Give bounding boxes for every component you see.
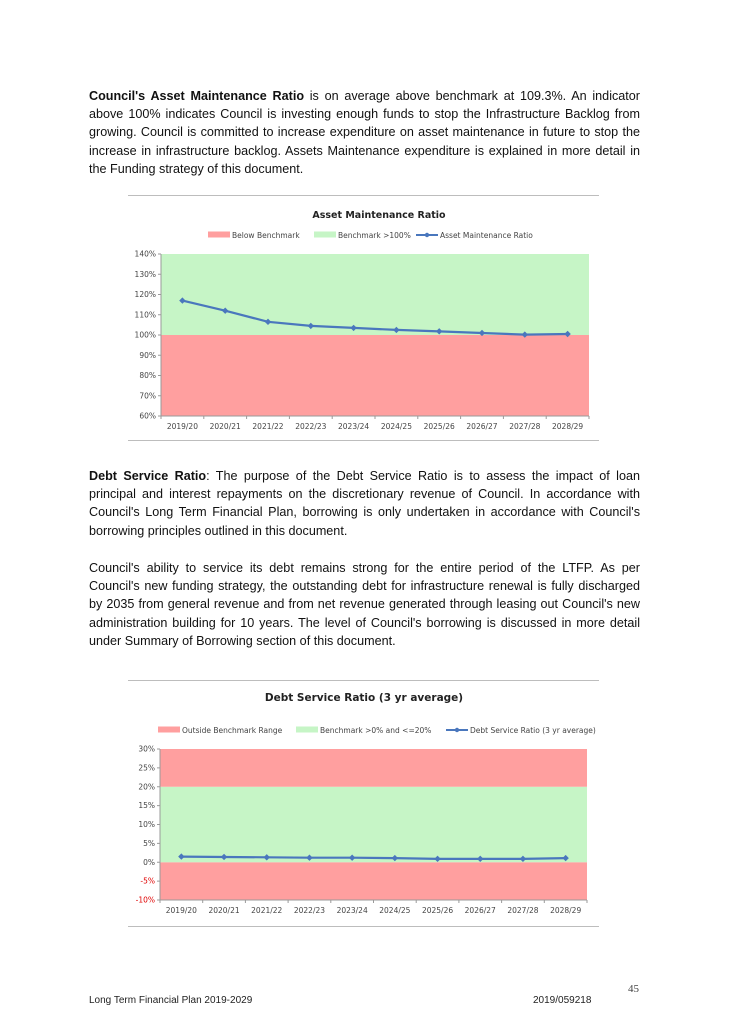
chart-title: Asset Maintenance Ratio (312, 210, 446, 221)
legend-swatch-below (158, 727, 180, 733)
x-tick-label: 2027/28 (509, 422, 541, 431)
y-tick-label: 70% (139, 391, 156, 401)
legend-label: Asset Maintenance Ratio (440, 231, 533, 240)
y-tick-label: 140% (134, 249, 156, 259)
asset-maintenance-paragraph (89, 87, 640, 178)
x-tick-label: 2022/23 (293, 906, 326, 915)
legend-swatch-marker (455, 728, 459, 732)
y-tick-label: 130% (134, 269, 156, 279)
benchmark-band (161, 335, 589, 416)
legend-label: Debt Service Ratio (3 yr average) (470, 726, 596, 735)
legend-label: Below Benchmark (232, 231, 300, 240)
paragraph-body: Council's ability to service its debt remains strong for the entire period of the LTFP. As per Council's new funding strategy, the outstanding debt for infrastructure renewal is fully discharged by 2035 from general revenue and from net revenue generated through leasing out Council's new administration building for 10 years. The level of Council's borrowing is discussed in more detail under Summary of Borrowing section of this document. (89, 561, 640, 648)
footer-document-reference: 2019/059218 (533, 995, 592, 1006)
x-tick-label: 2022/23 (295, 422, 327, 431)
x-tick-label: 2024/25 (380, 422, 412, 431)
legend-swatch-below (208, 232, 230, 238)
paragraph-body: is on average above benchmark at 109.3%. An indicator above 100% indicates Council is investing enough funds to stop the Infrastructure Backlog from growing. Council is committed to increase expenditure on asset maintenance in future to stop the increase in infrastructure backlog. Assets Maintenance expenditure is explained in more detail in the Funding strategy of this document. (89, 89, 640, 176)
y-tick-label: 25% (138, 763, 155, 773)
asset-maintenance-chart-svg (128, 196, 599, 439)
legend-label: Outside Benchmark Range (182, 726, 283, 735)
x-tick-label: 2027/28 (507, 906, 539, 915)
legend-swatch-marker (425, 233, 429, 237)
y-tick-label: 60% (139, 411, 156, 421)
debt-service-chart (128, 681, 599, 925)
x-tick-label: 2025/26 (423, 422, 455, 431)
x-tick-label: 2024/25 (379, 906, 411, 915)
y-tick-label: 100% (134, 330, 156, 340)
x-tick-label: 2025/26 (421, 906, 454, 915)
benchmark-band (161, 254, 589, 335)
y-tick-label: 80% (139, 371, 156, 380)
x-tick-label: 2026/27 (466, 422, 498, 431)
asset-maintenance-chart (128, 196, 599, 439)
legend-swatch-benchmark (314, 232, 336, 238)
benchmark-band (160, 749, 587, 787)
chart-bottom-rule (128, 926, 599, 927)
page-number: 45 (628, 983, 639, 995)
x-tick-label: 2026/27 (464, 906, 496, 915)
legend-label: Benchmark >100% (338, 231, 411, 240)
x-tick-label: 2019/20 (165, 906, 197, 915)
chart-title: Debt Service Ratio (3 yr average) (264, 692, 464, 704)
x-tick-label: 2028/29 (550, 906, 582, 915)
y-tick-label: 120% (134, 290, 156, 299)
legend-swatch-benchmark (296, 727, 318, 733)
y-tick-label: 0% (143, 857, 155, 867)
debt-service-paragraph (89, 467, 640, 540)
benchmark-band (160, 787, 587, 863)
x-tick-label: 2019/20 (166, 422, 198, 431)
y-tick-label: 90% (139, 350, 156, 360)
chart-bottom-rule (128, 440, 599, 441)
y-tick-label: 30% (138, 744, 155, 754)
x-tick-label: 2023/24 (338, 422, 370, 431)
y-tick-label: 5% (143, 838, 155, 848)
x-tick-label: 2021/22 (251, 906, 283, 915)
paragraph-lead: Council's Asset Maintenance Ratio (89, 89, 305, 103)
paragraph-lead: Debt Service Ratio (89, 469, 207, 483)
y-tick-label: -10% (135, 895, 155, 905)
footer-document-title: Long Term Financial Plan 2019-2029 (89, 995, 253, 1006)
x-tick-label: 2020/21 (208, 906, 240, 915)
x-tick-label: 2020/21 (209, 422, 241, 431)
x-tick-label: 2021/22 (252, 422, 284, 431)
debt-capacity-paragraph (89, 559, 640, 650)
y-tick-label: 10% (138, 820, 155, 829)
y-tick-label: 15% (138, 801, 155, 811)
y-tick-label: -5% (140, 876, 155, 886)
paragraph-body: : The purpose of the Debt Service Ratio is to assess the impact of loan principal and interest repayments on the discretionary revenue of Council. In accordance with Council's Long Term Financial Plan, borrowing is only undertaken in accordance with Council's borrowing principles outlined in this document. (89, 469, 640, 538)
x-tick-label: 2023/24 (336, 906, 368, 915)
benchmark-band (160, 862, 587, 900)
y-tick-label: 20% (138, 782, 155, 792)
x-tick-label: 2028/29 (552, 422, 584, 431)
debt-service-chart-svg (128, 681, 599, 925)
y-tick-label: 110% (134, 310, 156, 320)
legend-label: Benchmark >0% and <=20% (320, 726, 432, 735)
